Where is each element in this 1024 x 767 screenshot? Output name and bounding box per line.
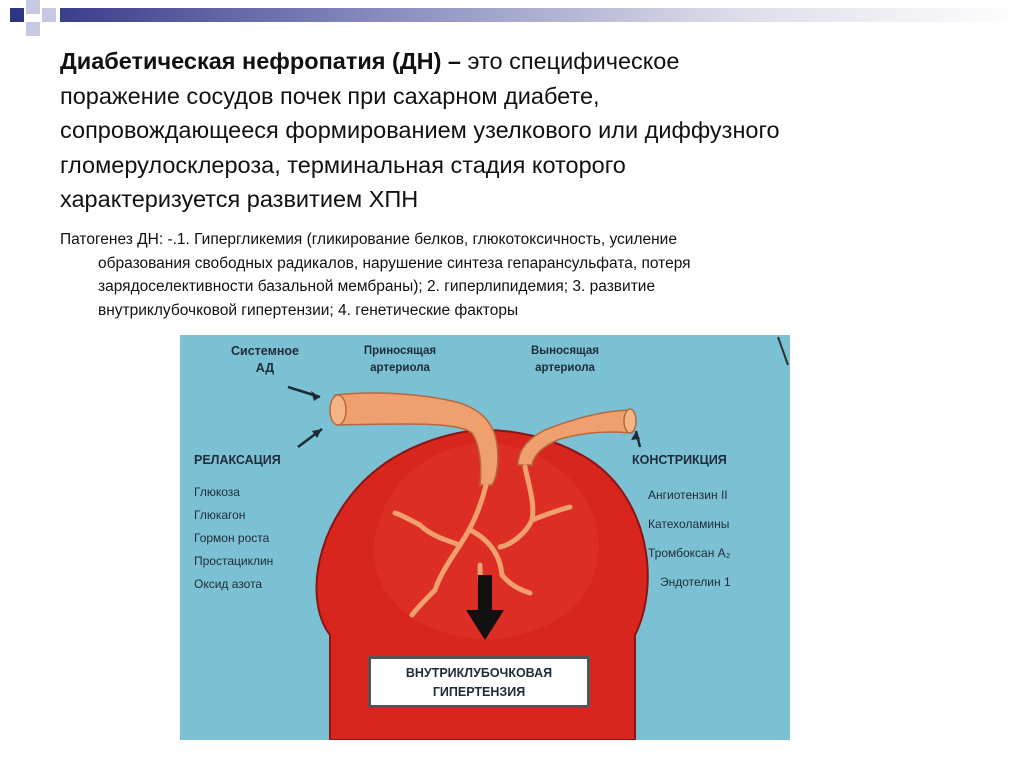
definition-line: поражение сосудов почек при сахарном диабете, [60,82,600,109]
constriction-item: Эндотелин 1 [660,575,731,589]
deco-square [26,22,40,36]
glomerulus-diagram [180,335,790,740]
definition-text: это специфическое [461,48,680,74]
definition-term: Диабетическая нефропатия (ДН) – [60,48,461,74]
relaxation-item: Гормон роста [194,531,270,545]
deco-square [10,8,24,22]
pathogenesis-line: Патогенез ДН: -.1. Гипергликемия (гликирование белков, глюкотоксичность, усиление [60,231,677,248]
constriction-list [648,481,731,597]
constriction-title: КОНСТРИКЦИЯ [632,453,727,467]
definition-paragraph [60,44,980,217]
deco-square [42,8,56,22]
constriction-item: Ангиотензин II [648,488,728,502]
relaxation-item: Простациклин [194,554,274,568]
pathogenesis-line: внутриклубочковой гипертензии; 4. генетические факторы [98,301,519,319]
relaxation-item: Оксид азота [194,577,263,591]
pathogenesis-paragraph [60,228,940,322]
corner-line [778,337,788,365]
relaxation-item: Глюкоза [194,485,240,499]
header-decoration [0,0,1024,38]
deco-square [26,0,40,14]
relaxation-item: Глюкагон [194,508,246,522]
relaxation-title: РЕЛАКСАЦИЯ [194,453,281,467]
definition-line: характеризуется развитием ХПН [60,186,419,212]
relaxation-list [194,481,273,596]
definition-line: сопровождающееся формированием узелкового или диффузного [60,117,780,143]
intraglomerular-hypertension-box: ВНУТРИКЛУБОЧКОВАЯ ГИПЕРТЕНЗИЯ [368,656,590,708]
efferent-label: Выносящая артериола [530,345,599,374]
deco-gradient-bar [60,8,1024,22]
systemic-bp-label: Системное АД [231,344,299,375]
pathogenesis-line: зарядоселективности базальной мембраны); 2. гиперлипидемия; 3. развитие [98,278,656,295]
definition-line: гломерулосклероза, терминальная стадия которого [60,151,626,178]
pathogenesis-line: образования свободных радикалов, нарушение синтеза гепарансульфата, потеря [98,254,691,272]
constriction-item: Тромбоксан A₂ [648,546,731,560]
afferent-label: Приносящая артериола [363,345,437,374]
constriction-item: Катехоламины [648,517,730,531]
